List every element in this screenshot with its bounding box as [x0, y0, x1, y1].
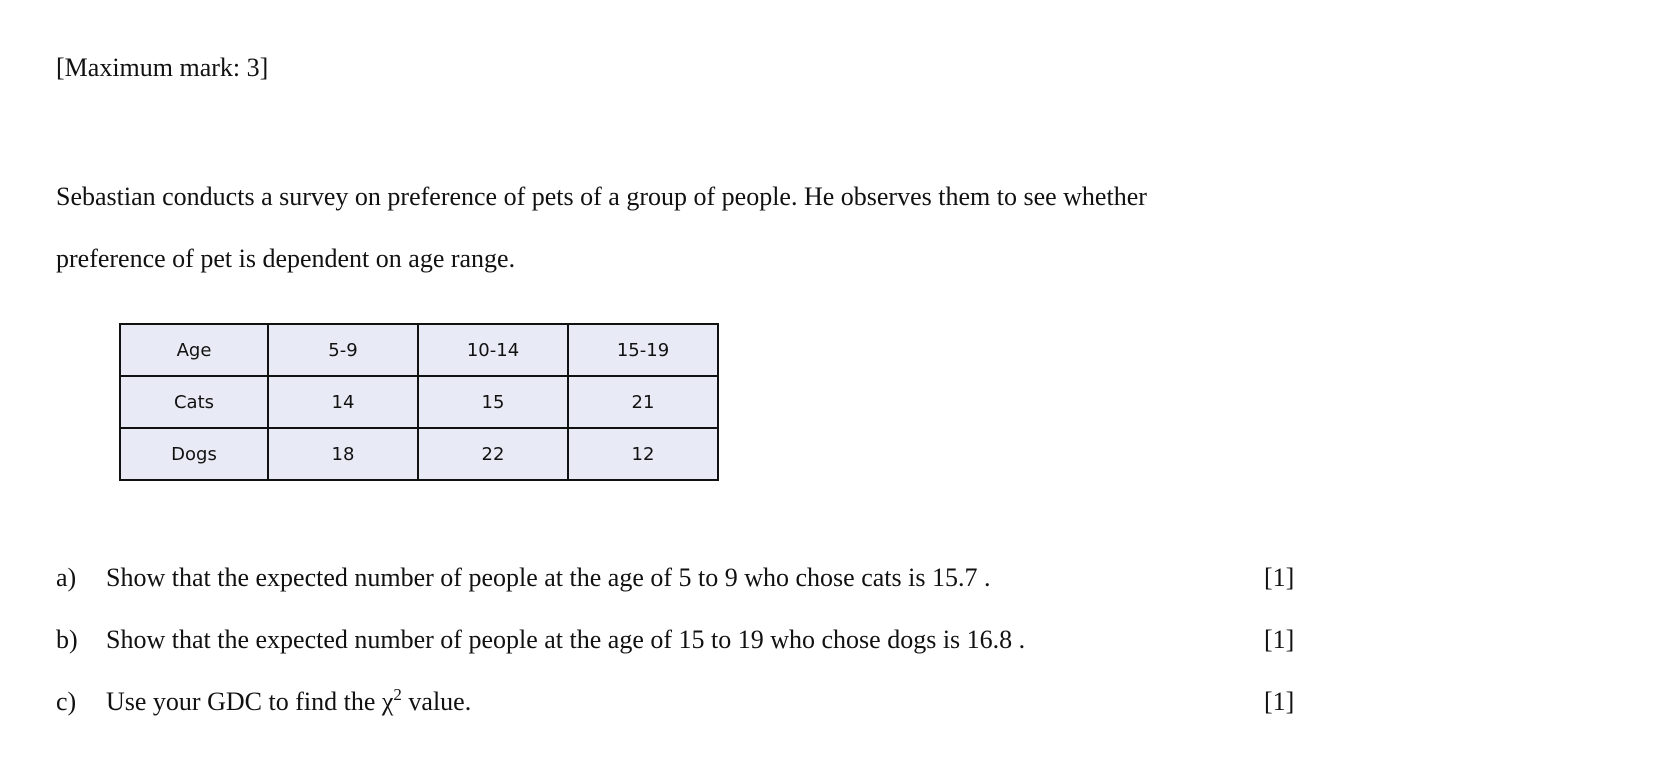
pet-preference-table	[119, 323, 719, 481]
table-header-cell: 15-19	[568, 324, 718, 376]
table-header-cell: 10-14	[418, 324, 568, 376]
table-cell: 14	[268, 376, 418, 428]
table-cell: Dogs	[120, 428, 268, 480]
question-part-c	[56, 682, 1296, 722]
question-text-after: value.	[401, 687, 472, 716]
table-cell: 21	[568, 376, 718, 428]
table-header-cell: Age	[120, 324, 268, 376]
question-part-a	[56, 558, 1296, 598]
question-mark: [1]	[1264, 687, 1295, 716]
question-part-b	[56, 620, 1296, 660]
maximum-mark: [Maximum mark: 3]	[56, 53, 269, 82]
question-text: Show that the expected number of people at the age of 15 to 19 who chose dogs is 16.8 .	[106, 625, 1026, 654]
question-text	[106, 682, 471, 722]
question-text: Show that the expected number of people at the age of 5 to 9 who chose cats is 15.7 .	[106, 563, 991, 592]
table-cell: 12	[568, 428, 718, 480]
question-letter: a)	[56, 563, 77, 592]
table-cell: 18	[268, 428, 418, 480]
question-mark: [1]	[1264, 563, 1295, 592]
intro-line-2: preference of pet is dependent on age range.	[56, 244, 516, 273]
question-text-before: Use your GDC to find the χ	[106, 687, 394, 716]
table-cell: 22	[418, 428, 568, 480]
table-row	[120, 428, 718, 480]
table-header-row	[120, 324, 718, 376]
chi-square-superscript: 2	[393, 685, 402, 704]
table-cell: Cats	[120, 376, 268, 428]
question-intro	[56, 166, 1356, 290]
question-mark: [1]	[1264, 625, 1295, 654]
table-row	[120, 376, 718, 428]
table-header-cell: 5-9	[268, 324, 418, 376]
question-letter: b)	[56, 625, 78, 654]
question-letter: c)	[56, 687, 77, 716]
table-cell: 15	[418, 376, 568, 428]
intro-line-1: Sebastian conducts a survey on preference of pets of a group of people. He observes them to see whether	[56, 182, 1147, 211]
